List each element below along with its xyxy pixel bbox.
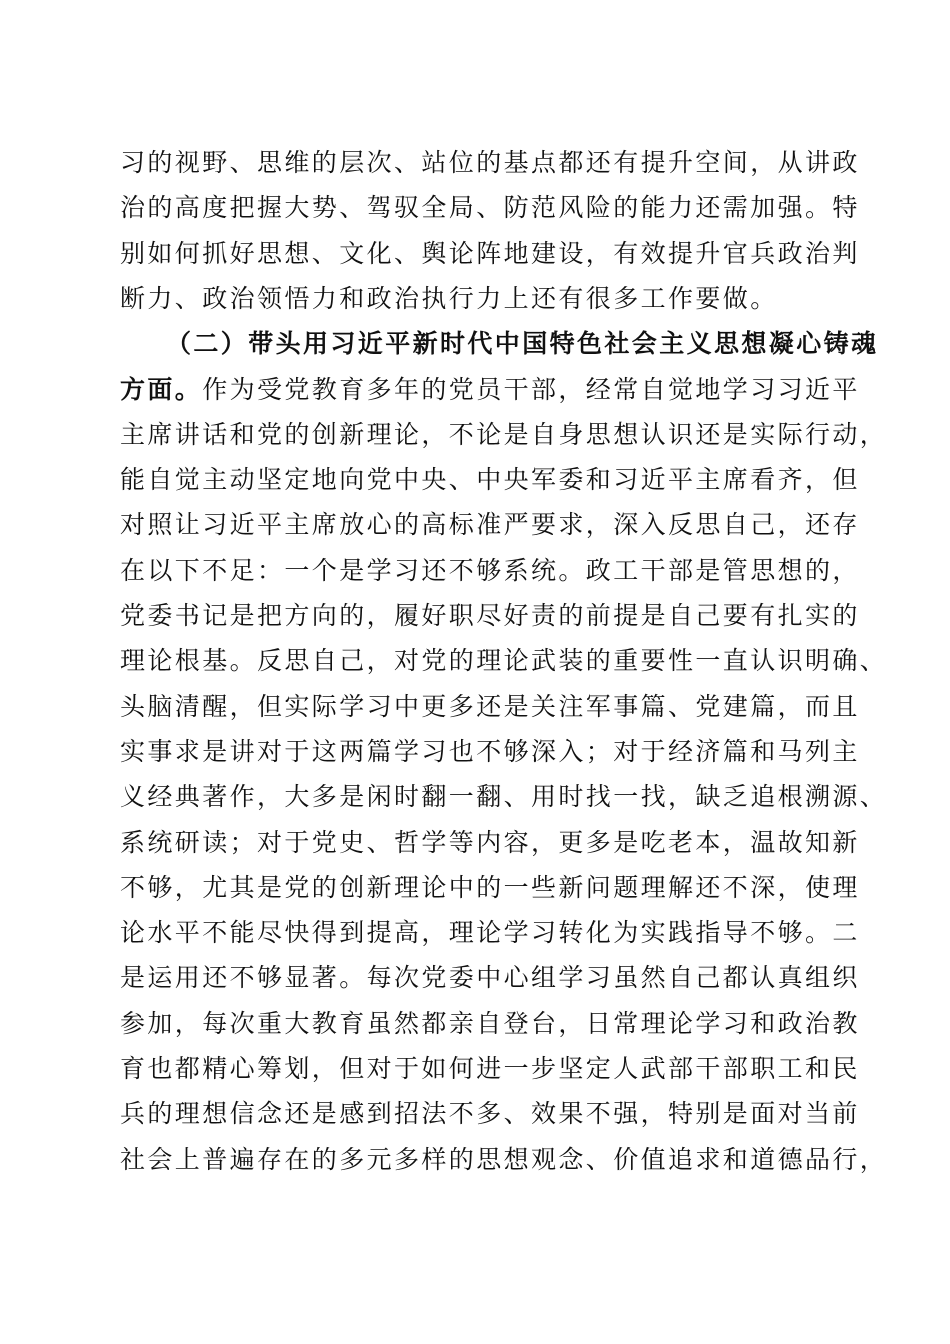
text-line-9: 对照让习近平主席放心的高标准严要求，深入反思自己，还存	[120, 510, 860, 540]
text-line-12: 理论根基。反思自己，对党的理论武装的重要性一直认识明确、	[120, 646, 888, 676]
section-heading-2: （二）带头用习近平新时代中国特色社会主义思想凝心铸魂	[166, 329, 879, 359]
text-line-17: 不够，尤其是党的创新理论中的一些新问题理解还不深，使理	[120, 872, 860, 902]
section-heading-2-continuation: 方面。	[120, 374, 203, 404]
text-line-23: 社会上普遍存在的多元多样的思想观念、价值追求和道德品行，	[120, 1144, 888, 1174]
text-line-10: 在以下不足：一个是学习还不够系统。政工干部是管思想的，	[120, 555, 860, 585]
text-line-21: 育也都精心筹划，但对于如何进一步坚定人武部干部职工和民	[120, 1054, 860, 1083]
text-line-8: 能自觉主动坚定地向党中央、中央军委和习近平主席看齐，但	[120, 465, 860, 495]
text-line-6	[120, 367, 860, 413]
text-line-22: 兵的理想信念还是感到招法不多、效果不强，特别是面对当前	[120, 1099, 860, 1129]
text-line-14: 实事求是讲对于这两篇学习也不够深入；对于经济篇和马列主	[120, 736, 860, 766]
text-line-15: 义经典著作，大多是闲时翻一翻、用时找一找，缺乏追根溯源、	[120, 782, 888, 812]
text-line-18: 论水平不能尽快得到提高，理论学习转化为实践指导不够。二	[120, 918, 860, 948]
text-line-1: 习的视野、思维的层次、站位的基点都还有提升空间，从讲政	[120, 148, 860, 177]
text-line-11: 党委书记是把方向的，履好职尽好责的前提是自己要有扎实的	[120, 601, 860, 630]
text-line-16: 系统研读；对于党史、哲学等内容，更多是吃老本，温故知新	[120, 827, 860, 857]
text-line-13: 头脑清醒，但实际学习中更多还是关注军事篇、党建篇，而且	[120, 691, 860, 721]
text-line-2: 治的高度把握大势、驾驭全局、防范风险的能力还需加强。特	[120, 193, 860, 223]
section-text-start: 作为受党教育多年的党员干部，经常自觉地学习习近平	[202, 374, 860, 404]
text-line-20: 参加，每次重大教育虽然都亲自登台，日常理论学习和政治教	[120, 1008, 860, 1038]
text-line-3: 别如何抓好思想、文化、舆论阵地建设，有效提升官兵政治判	[120, 238, 860, 268]
text-line-7: 主席讲话和党的创新理论，不论是自身思想认识还是实际行动，	[120, 419, 888, 449]
text-line-4: 断力、政治领悟力和政治执行力上还有很多工作要做。	[120, 283, 778, 313]
text-line-19: 是运用还不够显著。每次党委中心组学习虽然自己都认真组织	[120, 963, 860, 993]
